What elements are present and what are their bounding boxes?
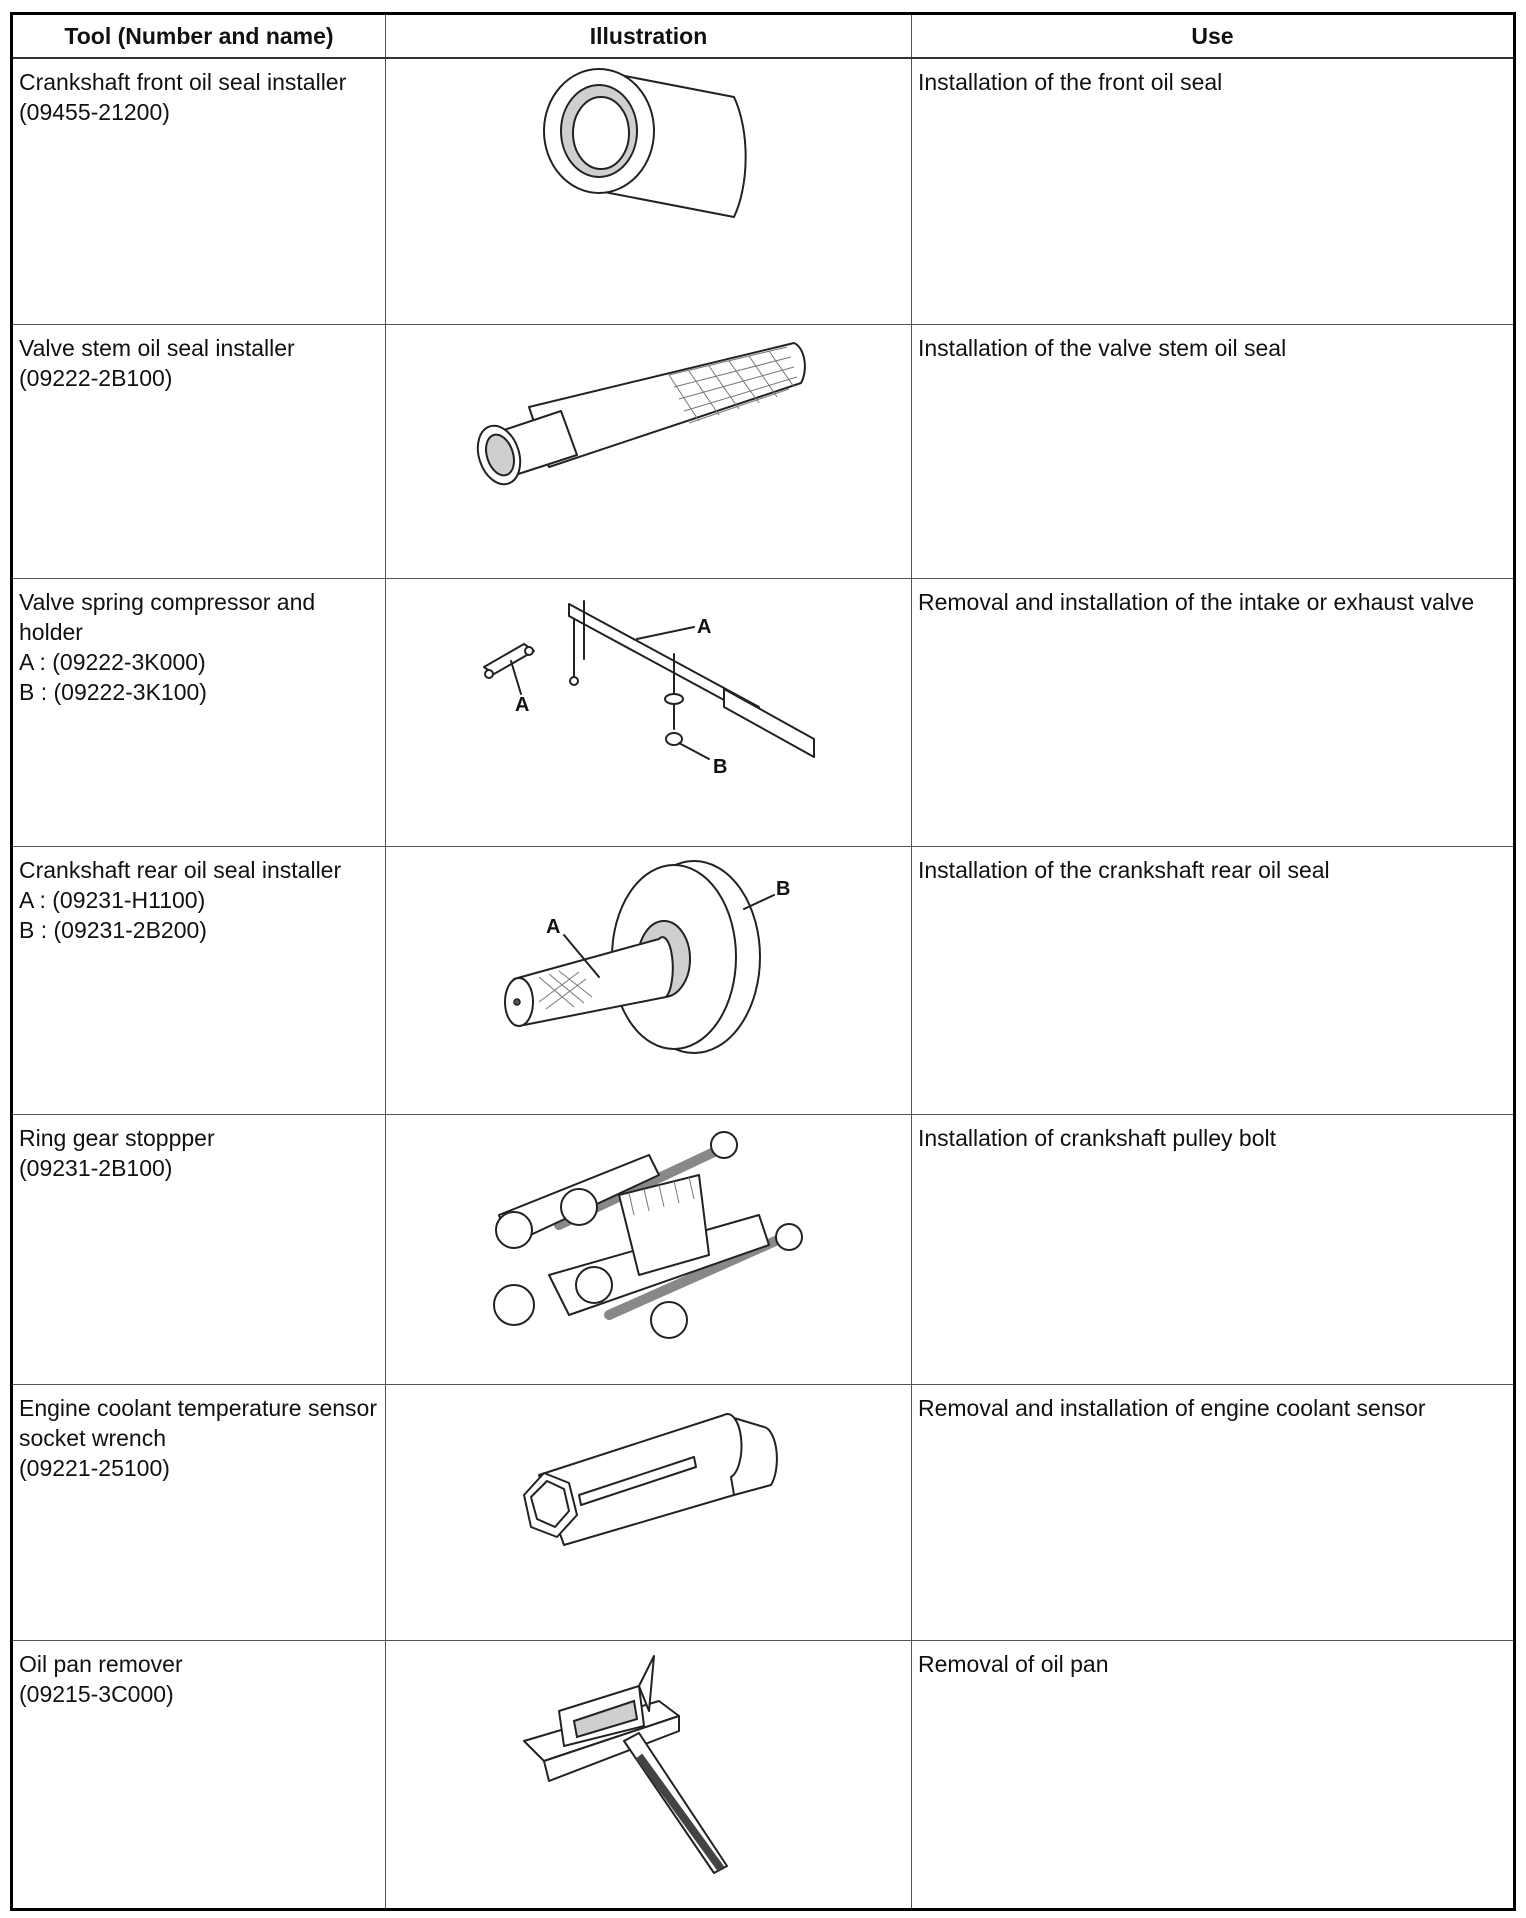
special-tools-table [10,12,1516,1911]
valve-spring-compressor-illustration [469,579,829,789]
tool-name: Ring gear stoppper [19,1124,215,1151]
use-cell [912,846,1515,1114]
tool-name: Valve stem oil seal installer [19,334,295,361]
callout-a-upper: A [696,615,711,638]
header-use: Use [912,14,1515,59]
table-row [12,324,1515,578]
use-text: Installation of the crankshaft rear oil seal [918,856,1330,883]
tool-name: Crankshaft rear oil seal installer [19,856,342,883]
tool-number: (09455-21200) [19,99,170,125]
callout-b: B [712,755,727,778]
tool-name: Oil pan remover [19,1650,183,1677]
tool-name: Valve spring compressor and holder [19,588,316,645]
use-cell [912,324,1515,578]
ring-gear-stopper-illustration [469,1115,829,1365]
tool-cell [12,1640,386,1910]
tool-number: (09221-25100) [19,1454,170,1481]
use-text: Installation of the front oil seal [918,69,1223,95]
table-row [12,58,1515,324]
illustration-cell [386,1640,912,1910]
callout-a-lower: A [514,693,529,716]
use-cell [912,1384,1515,1640]
tool-name: Crankshaft front oil seal installer [19,69,347,95]
use-text: Removal and installation of the intake or exhaust valve [918,588,1475,615]
illustration-cell [386,1114,912,1384]
tool-cell [12,1114,386,1384]
table-row [12,578,1515,846]
tool-number-b: B : (09231-2B200) [19,916,207,943]
use-text: Removal and installation of engine coolant sensor [918,1394,1426,1421]
illustration-cell [386,846,912,1114]
callout-b: B [775,877,790,900]
table-row [12,1640,1515,1910]
header-tool: Tool (Number and name) [12,14,386,59]
use-cell [912,58,1515,324]
header-illustration: Illustration [386,14,912,59]
valve-stem-seal-installer-illustration [469,325,829,495]
use-cell [912,1114,1515,1384]
use-cell [912,578,1515,846]
front-oil-seal-installer-illustration [519,59,779,229]
use-text: Removal of oil pan [918,1650,1109,1677]
use-text: Installation of the valve stem oil seal [918,334,1287,361]
illustration-cell [386,578,912,846]
tool-cell [12,324,386,578]
table-row [12,846,1515,1114]
use-text: Installation of crankshaft pulley bolt [918,1124,1276,1151]
tool-number-a: A : (09222-3K000) [19,648,206,675]
tool-cell [12,1384,386,1640]
table-row [12,1114,1515,1384]
tool-number-a: A : (09231-H1100) [19,886,206,913]
illustration-cell [386,324,912,578]
coolant-sensor-socket-wrench-illustration [509,1385,789,1555]
illustration-cell [386,58,912,324]
tool-number-b: B : (09222-3K100) [19,678,207,705]
tool-number: (09222-2B100) [19,364,173,391]
callout-a: A [545,915,560,938]
tool-name: Engine coolant temperature sensor socket wrench [19,1394,377,1451]
tool-number: (09231-2B100) [19,1154,173,1181]
rear-oil-seal-installer-illustration [484,847,814,1057]
oil-pan-remover-illustration [519,1641,779,1881]
illustration-cell [386,1384,912,1640]
tool-number: (09215-3C000) [19,1680,174,1707]
table-row [12,1384,1515,1640]
use-cell [912,1640,1515,1910]
tool-cell [12,578,386,846]
tool-cell [12,58,386,324]
table-header-row [12,14,1515,59]
tool-cell [12,846,386,1114]
